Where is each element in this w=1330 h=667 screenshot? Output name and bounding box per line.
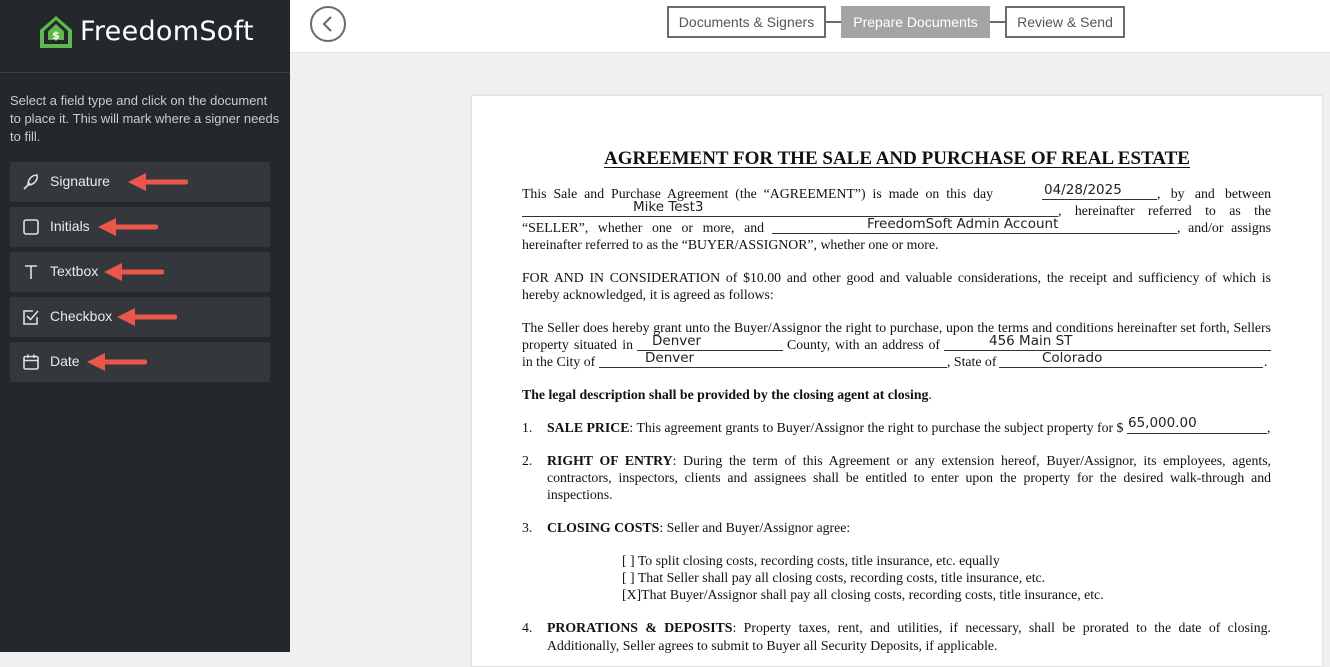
item-number: 1. xyxy=(522,420,533,435)
grant-text: County, with an address of xyxy=(787,337,940,352)
state-underline xyxy=(999,367,1263,368)
text-icon xyxy=(22,263,40,281)
pointer-arrow-icon xyxy=(115,306,177,328)
signature-field-button[interactable] xyxy=(10,162,270,202)
document-title: AGREEMENT FOR THE SALE AND PURCHASE OF REAL ESTATE xyxy=(604,148,1190,169)
checkbox-field-button[interactable] xyxy=(10,297,270,337)
right-of-entry-text: inspections. xyxy=(547,487,613,502)
sale-price-text xyxy=(547,419,1123,436)
initials-field-button[interactable] xyxy=(10,207,270,247)
option-checkbox[interactable]: [X] xyxy=(622,587,642,602)
date-field-label: Date xyxy=(50,353,80,369)
option-text: To split closing costs, recording costs, title insurance, etc. equally xyxy=(637,553,1000,568)
checkbox-field-label: Checkbox xyxy=(50,308,113,324)
intro-text: This Sale and Purchase Agreement (the “AGREEMENT”) is made on this day xyxy=(522,186,994,201)
option-text: That Seller shall pay all closing costs, recording costs, title insurance, etc. xyxy=(637,570,1046,585)
textbox-field-button[interactable] xyxy=(10,252,270,292)
seller-label-text: “SELLER”, whether one or more, and xyxy=(522,220,764,235)
chevron-left-icon xyxy=(320,15,336,33)
freedomsoft-logo-icon xyxy=(39,15,73,49)
right-of-entry-text: contractors, inspectors, clients and assignees shall be entitled to enter upon the property for the desired walk-through and xyxy=(547,470,1271,485)
buyer-underline xyxy=(772,233,1177,234)
prorations-heading: PRORATIONS & DEPOSITS xyxy=(547,620,733,635)
sale-price-heading: SALE PRICE xyxy=(547,420,630,435)
closing-option xyxy=(622,569,1045,586)
pointer-arrow-icon xyxy=(85,351,147,373)
app-name: FreedomSoft xyxy=(80,16,254,47)
county-value[interactable]: Denver xyxy=(652,333,702,349)
sale-price-value[interactable]: 65,000.00 xyxy=(1128,415,1197,431)
textbox-field-label: Textbox xyxy=(50,263,99,279)
right-of-entry-body: : During the term of this Agreement or any extension hereof, Buyer/Assignor, its employees, agents, xyxy=(672,453,1272,468)
grant-text: , State of xyxy=(947,354,997,369)
pointer-arrow-icon xyxy=(102,261,164,283)
date-field-button[interactable] xyxy=(10,342,270,382)
logo-bar xyxy=(0,0,290,73)
pointer-arrow-icon xyxy=(96,216,158,238)
sidebar xyxy=(0,0,290,652)
grant-text: . xyxy=(1264,354,1268,369)
step-connector xyxy=(990,21,1005,23)
price-underline xyxy=(1127,433,1267,434)
step-prepare-documents[interactable]: Prepare Documents xyxy=(841,6,990,38)
hereinafter-text: , hereinafter referred to as the xyxy=(1058,203,1271,218)
sale-price-body: : This agreement grants to Buyer/Assignor the right to purchase the subject property for $ xyxy=(629,420,1124,435)
grant-text: The Seller does hereby grant unto the Buyer/Assignor the right to purchase, upon the terms and conditions hereinafter set forth, Sellers xyxy=(522,320,1271,335)
agreement-date-value[interactable]: 04/28/2025 xyxy=(1044,182,1122,198)
buyer-label-text: hereinafter referred to as the “BUYER/ASSIGNOR”, whether one or more. xyxy=(522,237,939,252)
back-button[interactable] xyxy=(310,6,346,42)
top-bar xyxy=(290,0,1330,53)
closing-option xyxy=(622,552,1000,569)
initials-field-label: Initials xyxy=(50,218,90,234)
address-value[interactable]: 456 Main ST xyxy=(989,333,1073,349)
legal-description-bold: The legal description shall be provided by the closing agent at closing xyxy=(522,387,929,402)
seller-name-value[interactable]: Mike Test3 xyxy=(633,199,704,215)
address-underline xyxy=(944,350,1271,351)
grant-text: in the City of xyxy=(522,354,596,369)
signature-field-label: Signature xyxy=(50,173,110,189)
date-underline xyxy=(1042,199,1157,200)
closing-costs-body: : Seller and Buyer/Assignor agree: xyxy=(659,520,851,535)
step-documents-signers[interactable]: Documents & Signers xyxy=(667,6,826,38)
option-checkbox[interactable]: [ ] xyxy=(622,553,635,568)
closing-costs-text xyxy=(547,519,850,536)
closing-costs-heading: CLOSING COSTS xyxy=(547,520,660,535)
item-number: 3. xyxy=(522,520,533,535)
buyer-name-value[interactable]: FreedomSoft Admin Account xyxy=(867,216,1059,232)
item-number: 4. xyxy=(522,620,533,635)
pointer-arrow-icon xyxy=(126,171,188,193)
and-or-text: , and/or assigns xyxy=(1177,220,1271,235)
sale-price-end: , xyxy=(1267,420,1271,435)
checkbox-checked-icon xyxy=(22,308,40,326)
checkbox-empty-icon xyxy=(22,218,40,236)
field-type-hint: Select a field type and click on the document to place it. This will mark where a signer needs to fill. xyxy=(10,93,280,144)
legal-description-end: . xyxy=(928,387,932,402)
item-number: 2. xyxy=(522,453,533,468)
closing-option xyxy=(622,586,1104,603)
calendar-icon xyxy=(22,353,40,371)
city-underline xyxy=(599,367,947,368)
option-text: That Buyer/Assignor shall pay all closing costs, recording costs, title insurance, etc. xyxy=(641,587,1104,602)
consideration-text: FOR AND IN CONSIDERATION of $10.00 and other good and valuable considerations, the receipt and sufficiency of which is xyxy=(522,270,1271,285)
city-value[interactable]: Denver xyxy=(645,350,695,366)
intro-text-end: , by and between xyxy=(1157,186,1271,201)
legal-description xyxy=(522,386,932,403)
consideration-text: hereby acknowledged, it is agreed as follows: xyxy=(522,287,774,302)
prorations-text: Additionally, Seller agrees to submit to Buyer all Security Deposits, if applicable. xyxy=(547,638,998,653)
step-connector xyxy=(826,21,841,23)
grant-text: property situated in xyxy=(522,337,633,352)
prorations-body: : Property taxes, rent, and utilities, if necessary, shall be prorated to the date of closing. xyxy=(732,620,1271,635)
svg-text:$: $ xyxy=(52,29,60,42)
prorations-text xyxy=(547,619,1271,636)
option-checkbox[interactable]: [ ] xyxy=(622,570,635,585)
right-of-entry-heading: RIGHT OF ENTRY xyxy=(547,453,673,468)
step-review-send[interactable]: Review & Send xyxy=(1005,6,1125,38)
state-value[interactable]: Colorado xyxy=(1042,350,1103,366)
right-of-entry-text xyxy=(547,452,1271,469)
document-page[interactable] xyxy=(471,95,1323,667)
signature-icon xyxy=(22,173,40,191)
